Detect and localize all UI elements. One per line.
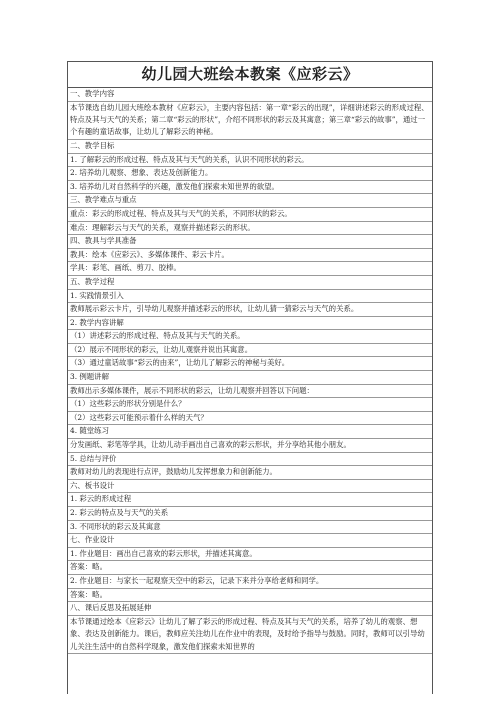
- bottom-empty-cell: [68, 654, 432, 694]
- content-row: 三、教学难点与重点: [68, 194, 432, 208]
- content-row: （3）通过童话故事“彩云的由来”，让幼儿了解彩云的神秘与美好。: [68, 357, 432, 371]
- content-row: 2. 教学内容讲解: [68, 317, 432, 331]
- content-row: 重点：彩云的形成过程、特点及其与天气的关系，不同形状的彩云。: [68, 208, 432, 222]
- content-row: 教具：绘本《应彩云》、多媒体课件、彩云卡片。: [68, 249, 432, 263]
- content-row: 3. 培养幼儿对自然科学的兴趣，激发他们探索未知世界的欲望。: [68, 181, 432, 195]
- content-row: 本节课通过绘本《应彩云》让幼儿了解了彩云的形成过程、特点及其与天气的关系，培养了幼儿的观察、想象、表达及创新能力。课后，教师应关注幼儿在作业中的表现，及时给予指导与鼓励。同时，教师可以引导幼儿关注生活中的自然科学现象，激发他们探索未知世界的: [68, 616, 432, 654]
- content-row: 八、课后反思及拓展延伸: [68, 602, 432, 616]
- content-row: 答案：略。: [68, 589, 432, 603]
- content-row: （1）讲述彩云的形成过程、特点及其与天气的关系。: [68, 330, 432, 344]
- content-row: 2. 培养幼儿观察、想象、表达及创新能力。: [68, 167, 432, 181]
- document-title: 幼儿园大班绘本教案《应彩云》: [68, 62, 432, 88]
- content-row: 4. 随堂练习: [68, 425, 432, 439]
- content-row: 2. 作业题目：与家长一起观察天空中的彩云，记录下来并分享给老师和同学。: [68, 575, 432, 589]
- content-row: 二、教学目标: [68, 140, 432, 154]
- content-row: 学具：彩笔、画纸、剪刀、胶棒。: [68, 262, 432, 276]
- content-row: 1. 了解彩云的形成过程、特点及其与天气的关系，认识不同形状的彩云。: [68, 154, 432, 168]
- content-row: 五、教学过程: [68, 276, 432, 290]
- document-table: [67, 61, 433, 694]
- content-row: 2. 彩云的特点及与天气的关系: [68, 507, 432, 521]
- content-row: 教师展示彩云卡片，引导幼儿观察并描述彩云的形状，让幼儿猜一猜彩云与天气的关系。: [68, 303, 432, 317]
- content-row: （2）展示不同形状的彩云，让幼儿观察并说出其寓意。: [68, 344, 432, 358]
- content-row: 1. 彩云的形成过程: [68, 493, 432, 507]
- content-rows: [68, 88, 432, 654]
- content-row: 教师对幼儿的表现进行点评，鼓励幼儿发挥想象力和创新能力。: [68, 466, 432, 480]
- content-row: 分发画纸、彩笔等学具，让幼儿动手画出自己喜欢的彩云形状，并分享给其他小朋友。: [68, 439, 432, 453]
- content-row: 1. 作业题目：画出自己喜欢的彩云形状，并描述其寓意。: [68, 548, 432, 562]
- content-row: 六、板书设计: [68, 480, 432, 494]
- content-row: 答案：略。: [68, 561, 432, 575]
- content-row: 3. 例题讲解: [68, 371, 432, 385]
- content-row: 七、作业设计: [68, 534, 432, 548]
- content-row: （2）这些彩云可能预示着什么样的天气？: [68, 412, 432, 426]
- content-row: 一、教学内容: [68, 88, 432, 102]
- content-row: 本节课选自幼儿园大班绘本教材《应彩云》，主要内容包括：第一章“彩云的出现”，详细讲述彩云的形成过程、特点及其与天气的关系；第二章“彩云的形状”，介绍不同形状的彩云及其寓意；第三章“彩云的故事”，通过一个有趣的童话故事，让幼儿了解彩云的神秘。: [68, 102, 432, 140]
- content-row: 四、教具与学具准备: [68, 235, 432, 249]
- content-row: 1. 实践情景引入: [68, 290, 432, 304]
- content-row: 难点：理解彩云与天气的关系，观察并描述彩云的形状。: [68, 222, 432, 236]
- content-row: 教师出示多媒体课件，展示不同形状的彩云，让幼儿观察并回答以下问题：: [68, 385, 432, 399]
- content-row: （1）这些彩云的形状分别是什么？: [68, 398, 432, 412]
- content-row: 5. 总结与评价: [68, 453, 432, 467]
- content-row: 3. 不同形状的彩云及其寓意: [68, 521, 432, 535]
